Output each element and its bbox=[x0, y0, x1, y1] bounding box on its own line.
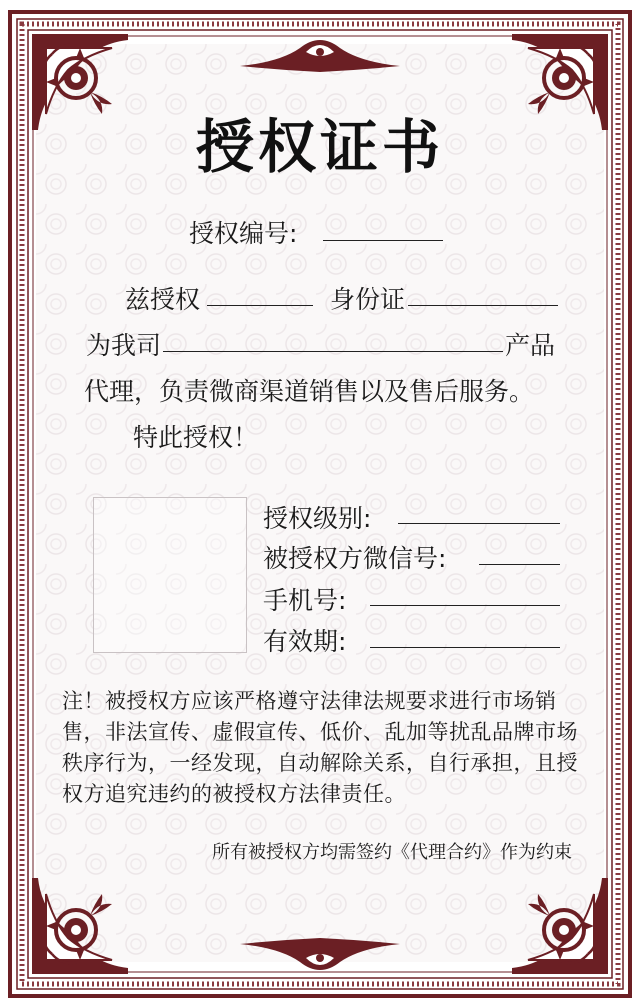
ornament-crest-icon bbox=[240, 40, 400, 72]
ornament-corner-icon bbox=[512, 878, 608, 974]
level-blank[interactable] bbox=[398, 523, 560, 524]
photo-placeholder[interactable] bbox=[93, 497, 247, 653]
line3-text: 代理，负责微商渠道销售以及售后服务。 bbox=[84, 377, 535, 406]
authorization-number-label: 授权编号: bbox=[189, 219, 298, 248]
line2-prefix: 为我司 bbox=[86, 331, 162, 360]
ornament-corner-icon bbox=[32, 878, 128, 974]
notice-footer: 所有被授权方均需签约《代理合约》作为约束 bbox=[212, 842, 572, 863]
wechat-label: 被授权方微信号: bbox=[263, 544, 447, 573]
phone-label: 手机号: bbox=[263, 586, 347, 615]
notice-text: 注！被授权方应该严格遵守法律法规要求进行市场销售，非法宣传、虚假宣传、低价、乱加等扰乱品牌市场秩序行为，一经发现，自动解除关系，自行承担，且授权方追究违约的被授权方法律责任。 bbox=[62, 689, 578, 806]
wechat-blank[interactable] bbox=[479, 564, 560, 565]
id-card-blank[interactable] bbox=[408, 305, 558, 306]
line4-text: 特此授权！ bbox=[133, 423, 259, 452]
level-label: 授权级别: bbox=[263, 504, 372, 533]
name-blank[interactable] bbox=[207, 305, 313, 306]
validity-blank[interactable] bbox=[370, 647, 560, 648]
ornament-crest-icon bbox=[240, 938, 400, 970]
phone-blank[interactable] bbox=[370, 605, 560, 606]
id-card-label: 身份证 bbox=[330, 285, 406, 314]
certificate-title: 授权证书 bbox=[195, 113, 444, 181]
authorization-number-blank[interactable] bbox=[323, 240, 443, 241]
product-blank[interactable] bbox=[163, 351, 503, 352]
validity-label: 有效期: bbox=[263, 627, 347, 656]
line2-suffix: 产品 bbox=[505, 331, 556, 360]
line1-prefix: 兹授权 bbox=[125, 285, 201, 314]
